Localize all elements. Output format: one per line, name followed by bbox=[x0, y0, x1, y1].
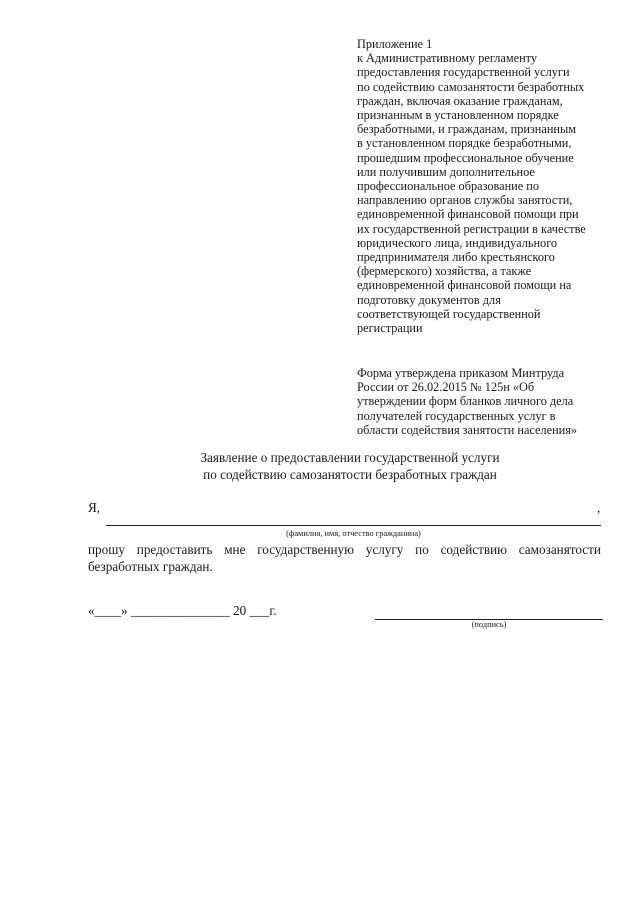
request-line-2: безработных граждан. bbox=[88, 559, 213, 574]
request-line-1 bbox=[88, 541, 601, 558]
request-word: государственную bbox=[257, 542, 354, 557]
annex-line: соответствующей государственной bbox=[357, 306, 541, 321]
approval-line: утверждении форм бланков личного дела bbox=[357, 394, 574, 409]
annex-line: единовременной финансовой помощи при bbox=[357, 207, 579, 222]
annex-line: направлению органов службы занятости, bbox=[357, 193, 573, 208]
applicant-name-field[interactable] bbox=[106, 525, 601, 526]
request-text bbox=[88, 541, 601, 575]
annex-line: подготовку документов для bbox=[357, 292, 501, 307]
request-word: содействию bbox=[440, 542, 508, 557]
approval-line: получателей государственных услуг в bbox=[357, 408, 556, 423]
approval-line: России от 26.02.2015 № 125н «Об bbox=[357, 380, 535, 395]
request-word: по bbox=[415, 542, 429, 557]
applicant-prefix: Я, bbox=[88, 500, 101, 515]
applicant-name-caption: (фамилия, имя, отчество гражданина) bbox=[286, 529, 421, 538]
annex-line: предпринимателя либо крестьянского bbox=[357, 250, 555, 265]
date-field[interactable]: «____» _______________ 20 ___г. bbox=[88, 603, 277, 618]
request-word: мне bbox=[224, 542, 246, 557]
title-line-1: Заявление о предоставлении государственной услуги bbox=[200, 450, 500, 465]
annex-line: их государственной регистрации в качестве bbox=[357, 221, 586, 236]
annex-line: прошедшим профессиональное обучение bbox=[357, 150, 574, 165]
applicant-comma: , bbox=[597, 500, 601, 515]
annex-line: безработными, и гражданам, признанным bbox=[357, 122, 577, 137]
request-word: предоставить bbox=[136, 542, 213, 557]
annex-line: единовременной финансовой помощи на bbox=[357, 278, 572, 293]
form-approval-note bbox=[357, 366, 607, 437]
annex-line: граждан, включая оказание гражданам, bbox=[357, 93, 563, 108]
annex-line: к Административному регламенту bbox=[357, 51, 538, 66]
annex-line: в установленном порядке безработными, bbox=[357, 136, 572, 151]
annex-line: или получившим дополнительное bbox=[357, 164, 535, 179]
annex-line: предоставления государственной услуги bbox=[357, 65, 570, 80]
annex-line: юридического лица, индивидуального bbox=[357, 235, 558, 250]
title-line-2: по содействию самозанятости безработных граждан bbox=[203, 467, 497, 482]
annex-line: признанным в установленном порядке bbox=[357, 108, 559, 123]
approval-line: Форма утверждена приказом Минтруда bbox=[357, 366, 565, 380]
annex-line: Приложение 1 bbox=[357, 37, 433, 51]
approval-line: области содействия занятости населения» bbox=[357, 422, 578, 437]
signature-caption: (подпись) bbox=[471, 620, 507, 629]
document-title bbox=[100, 449, 600, 483]
annex-line: профессиональное образование по bbox=[357, 179, 540, 194]
request-word: прошу bbox=[88, 542, 125, 557]
annex-line: регистрации bbox=[357, 321, 423, 336]
request-word: услугу bbox=[365, 542, 404, 557]
annex-line: по содействию самозанятости безработных bbox=[357, 79, 585, 94]
request-word: самозанятости bbox=[518, 542, 601, 557]
annex-block bbox=[357, 37, 607, 335]
annex-line: (фермерского) хозяйства, а также bbox=[357, 264, 532, 279]
